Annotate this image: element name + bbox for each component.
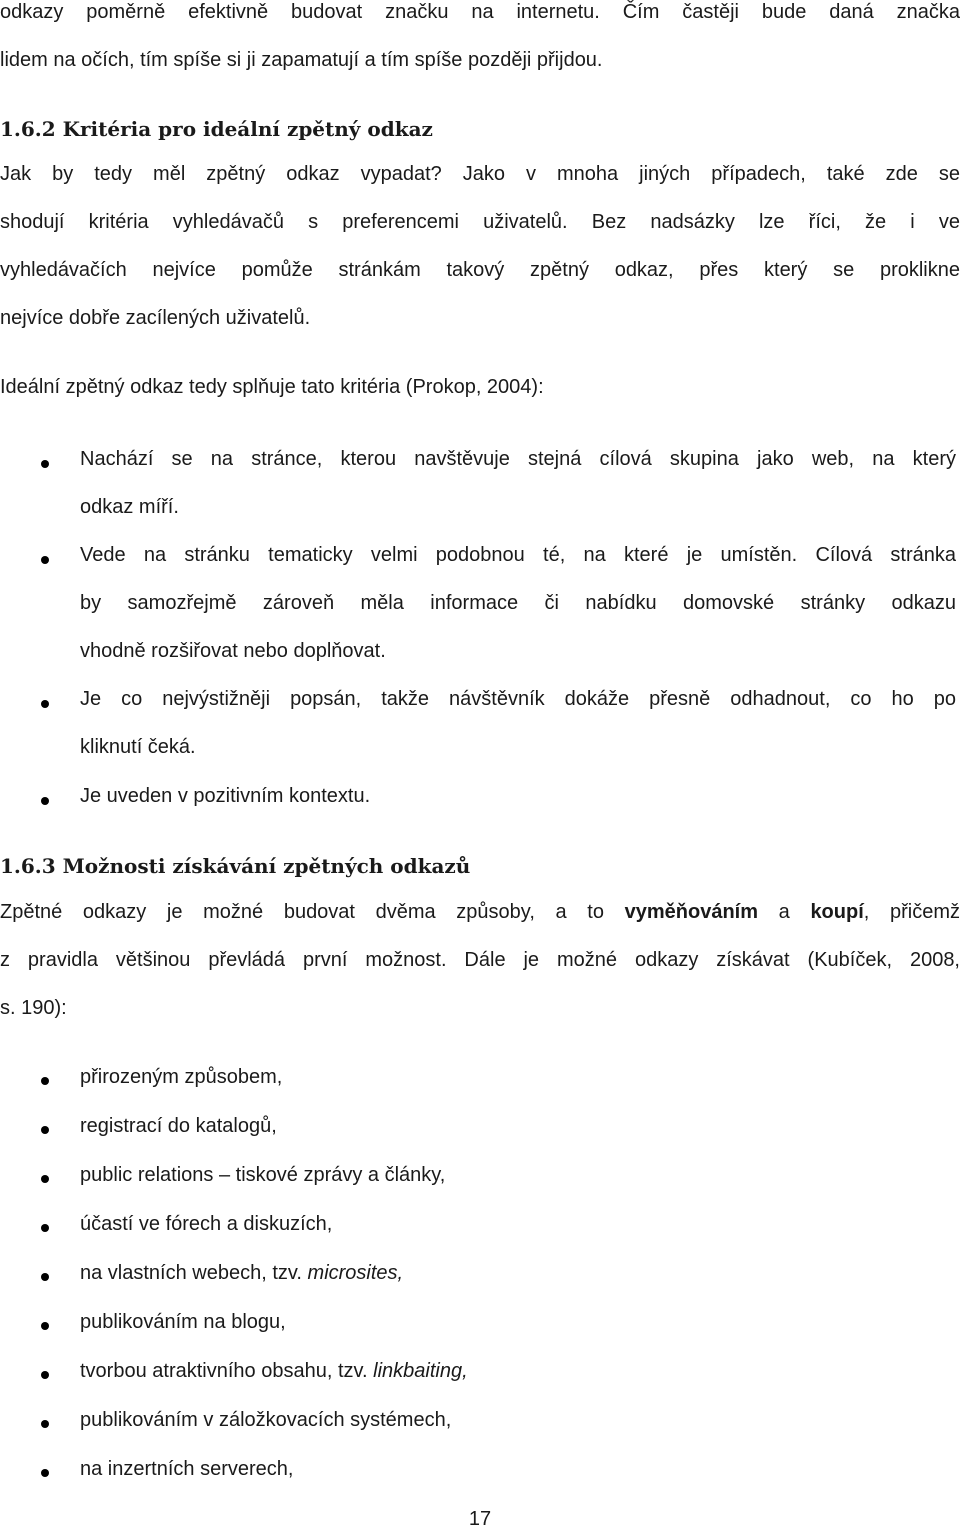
section-heading-1-6-2: 1.6.2 Kritéria pro ideální zpětný odkaz (0, 117, 433, 141)
method-item-7 (80, 1360, 956, 1386)
method-item-2: registrací do katalogů, (80, 1115, 277, 1137)
criteria-item-2-line-3: vhodně rozšiřovat nebo doplňovat. (80, 640, 386, 662)
intro-line-2: lidem na očích, tím spíše si ji zapamatují a tím spíše později přijdou. (0, 49, 603, 71)
method-item-5-term: microsites, (307, 1262, 404, 1284)
method-item-5 (80, 1262, 956, 1288)
method-item-1: přirozeným způsobem, (80, 1066, 283, 1088)
bullet-icon (41, 1469, 49, 1477)
bullet-icon (41, 1126, 49, 1134)
sec163-line-2: z pravidla většinou převládá první možnost. Dále je možné odkazy získávat (Kubíček, 2008, (0, 949, 960, 971)
criteria-item-1-line-2: odkaz míří. (80, 496, 179, 518)
sec162-line-2 (0, 211, 960, 237)
section-heading-1-6-3: 1.6.3 Možnosti získávání zpětných odkazů (0, 854, 471, 878)
bullet-icon (41, 1371, 49, 1379)
bullet-icon (41, 700, 49, 708)
bullet-icon (41, 556, 49, 564)
criteria-item-2-line-2: by samozřejmě zároveň měla informace či nabídku domovské stránky odkazu (80, 592, 956, 614)
sec163-line-1 (0, 901, 960, 927)
criteria-item-1-line-1: Nachází se na stránce, kterou navštěvuje stejná cílová skupina jako web, na který (80, 448, 956, 470)
bullet-icon (41, 1224, 49, 1232)
sec163-bold-purchase: koupí (810, 901, 864, 923)
intro-line-1: odkazy poměrně efektivně budovat značku na internetu. Čím častěji bude daná značka (0, 1, 960, 23)
bullet-icon (41, 460, 49, 468)
criteria-item-3-line-1: Je co nejvýstižněji popsán, takže návštěvník dokáže přesně odhadnout, co ho po (80, 688, 956, 710)
bullet-icon (41, 1175, 49, 1183)
sec162-line-4: nejvíce dobře zacílených uživatelů. (0, 307, 311, 329)
sec163-text-a: Zpětné odkazy je možné budovat dvěma způsoby, a to (0, 901, 625, 923)
method-item-5-text: na vlastních webech, tzv. (80, 1262, 308, 1284)
sec162-line-1: Jak by tedy měl zpětný odkaz vypadat? Jako v mnoha jiných případech, také zde se (0, 163, 960, 185)
sec162-line-2a: shodují kritéria vyhledávačů s preferencemi uživatelů. (0, 211, 568, 233)
method-item-3: public relations – tiskové zprávy a články, (80, 1164, 446, 1186)
method-item-7-term: linkbaiting, (373, 1360, 468, 1382)
sec162-line-2b: Bez nadsázky lze říci, že i ve (567, 211, 960, 233)
bullet-icon (41, 1420, 49, 1428)
sec163-text-e: , přičemž (863, 901, 960, 923)
criteria-item-3-line-2: kliknutí čeká. (80, 736, 196, 758)
criteria-item-4-line-1: Je uveden v pozitivním kontextu. (80, 785, 371, 807)
method-item-7-text: tvorbou atraktivního obsahu, tzv. (80, 1360, 374, 1382)
method-item-4: účastí ve fórech a diskuzích, (80, 1213, 333, 1235)
method-item-6: publikováním na blogu, (80, 1311, 286, 1333)
criteria-intro: Ideální zpětný odkaz tedy splňuje tato kritéria (Prokop, 2004): (0, 376, 544, 398)
bullet-icon (41, 1077, 49, 1085)
criteria-item-2-line-1: Vede na stránku tematicky velmi podobnou té, na které je umístěn. Cílová stránka (80, 544, 956, 566)
method-item-9: na inzertních serverech, (80, 1458, 294, 1480)
page-number: 17 (468, 1508, 492, 1530)
sec163-text-c: a (758, 901, 811, 923)
method-item-8: publikováním v záložkovacích systémech, (80, 1409, 452, 1431)
sec163-bold-exchange: vyměňováním (624, 901, 759, 923)
sec162-line-3: vyhledávačích nejvíce pomůže stránkám takový zpětný odkaz, přes který se proklikne (0, 259, 960, 281)
sec163-line-3: s. 190): (0, 997, 67, 1019)
bullet-icon (41, 797, 49, 805)
bullet-icon (41, 1273, 49, 1281)
bullet-icon (41, 1322, 49, 1330)
